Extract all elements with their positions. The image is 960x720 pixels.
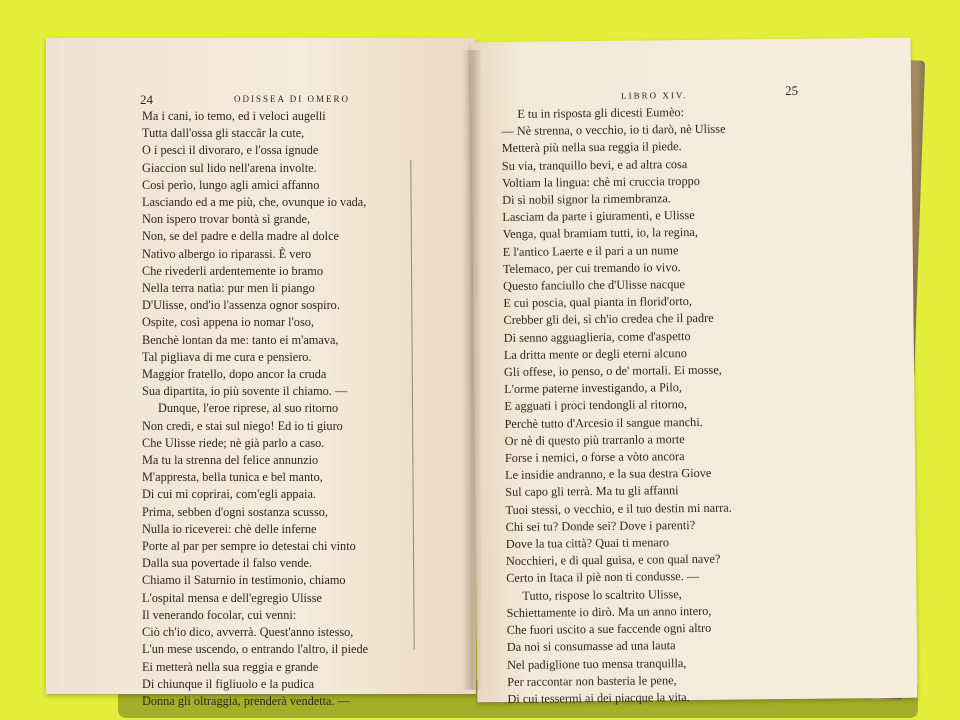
verse-line: Così perìo, lungo agli amici affanno <box>142 177 320 192</box>
right-page-number: 25 <box>784 82 799 99</box>
verse-line: Tuoi stessi, o vecchio, e il tuo destin mi narra. <box>505 500 732 517</box>
verse-line: E agguati i proci tendongli al ritorno, <box>504 397 688 414</box>
verse-line: Di cui mi coprirai, com'egli appaia. <box>142 487 316 502</box>
verse-line: Schiettamente io dirò. Ma un anno intero, <box>506 603 712 620</box>
verse-line: Chiamo il Saturnio in testimonio, chiamo <box>142 573 346 588</box>
right-running-head: LIBRO XIV. <box>621 90 688 101</box>
left-page-verse <box>142 108 368 710</box>
verse-line: Ospite, così appena io nomar l'oso, <box>142 315 314 330</box>
verse-line: Tutta dall'ossa gli staccâr la cute, <box>142 126 305 141</box>
verse-line: Sul capo gli terrà. Ma tu gli affanni <box>505 483 679 500</box>
verse-line: Ciò ch'io dico, avverrà. Quest'anno istesso, <box>142 625 354 640</box>
verse-line: Sua dipartita, io più sovente il chiamo. — <box>142 384 348 399</box>
left-running-head: ODISSEA DI OMERO <box>234 94 351 104</box>
verse-line: Che rivederli ardentemente io bramo <box>142 263 323 278</box>
verse-line: Le insidie andranno, e la sua destra Giove <box>505 466 712 483</box>
verse-line: L'un mese uscendo, o entrando l'altro, il piede <box>142 642 369 657</box>
verse-line: Da noi si consumasse ad una lauta <box>506 638 676 655</box>
verse-line: Metterà più nella sua reggia il piede. <box>501 139 682 156</box>
verse-line: Ei metterà nella sua reggia e grande <box>142 659 319 674</box>
verse-line: Che fuori uscito a sue faccende ogni altro <box>506 620 712 638</box>
verse-line: Di chiunque il figliuolo e la pudica <box>142 676 315 691</box>
verse-line: — Nè strenna, o vecchio, io ti darò, nè Ulisse <box>501 121 726 139</box>
verse-line: Il venerando focolar, cui venni: <box>142 607 297 622</box>
verse-line: Natìvo albergo io riparassi. È vero <box>142 246 312 261</box>
verse-line: E tu in risposta gli dicesti Eumèo: <box>517 105 685 121</box>
left-page-number: 24 <box>140 92 153 107</box>
verse-line: Gli offese, io penso, o de' mortali. Ei mosse, <box>503 362 722 380</box>
verse-line: Benchè lontan da me: tanto ei m'amava, <box>142 332 339 347</box>
verse-line: Perchè tutto d'Arcesio il sangue manchi. <box>504 414 703 431</box>
verse-line: Chi sei tu? Donde sei? Dove i parenti? <box>505 517 696 534</box>
verse-line: Dalla sua povertade il falso vende. <box>142 556 313 571</box>
verse-line: L'orme paterne investigando, a Pilo, <box>504 380 683 397</box>
verse-line: Giaccion sul lido nell'arena involte. <box>142 160 317 175</box>
verse-line: Porte al par per sempre io detestai chi vinto <box>142 539 356 554</box>
verse-line: Lasciam da parte i giuramenti, e Ulisse <box>502 208 695 225</box>
verse-line: O i pesci il divoraro, e l'ossa ignude <box>142 143 319 158</box>
verse-line: Per raccontar non basteria le pene, <box>507 672 677 689</box>
verse-line: L'ospital mensa e dell'egregio Ulisse <box>142 590 322 605</box>
verse-line: Questo fanciullo che d'Ulisse nacque <box>503 277 686 294</box>
verse-line: E l'antico Laerte e il pari a un nume <box>502 242 679 259</box>
verse-line: La dritta mente or degli eterni alcuno <box>503 345 687 362</box>
verse-line: Non credi, e stai sul niego! Ed io ti giuro <box>142 418 343 433</box>
verse-line: Maggior fratello, dopo ancor la cruda <box>142 367 327 382</box>
verse-line: M'appresta, bella tunica e bel manto, <box>142 470 323 485</box>
verse-line: D'Ulisse, ond'io l'assenza ognor sospiro. <box>142 298 340 313</box>
verse-line: Nocchieri, e di qual guisa, e con qual nave? <box>505 552 721 569</box>
verse-line: Nella terra natìa: pur men li piango <box>142 281 315 296</box>
verse-line: Dove la tua città? Quai ti menaro <box>505 535 670 552</box>
verse-line: Tutto, rispose lo scaltrito Ulisse, <box>522 586 682 603</box>
verse-line: Voltiam la lingua: chè mi cruccia troppo <box>501 173 700 190</box>
verse-line: Di cui tessermi ai dei piacque la vita. <box>507 689 690 706</box>
verse-line: Tal pigliava di me cura e pensiero. <box>142 349 312 364</box>
verse-line: Nel padiglione tuo mensa tranquilla, <box>507 655 687 672</box>
verse-line: E cui poscia, qual pianta in florid'orto, <box>503 294 693 311</box>
verse-line: Or nè di questo più trarranlo a morte <box>504 431 685 448</box>
verse-line: Donna gli oltraggia, prenderà vendetta. — <box>142 693 350 708</box>
verse-line: Lasciando ed a me più, che, ovunque io vada, <box>142 195 367 210</box>
verse-line: Di senno agguaglieria, come d'aspetto <box>503 328 691 345</box>
verse-line: Crebber gli dei, sì ch'io credea che il padre <box>503 311 714 328</box>
verse-line: Non, se del padre e della madre al dolce <box>142 229 340 244</box>
right-page <box>471 38 918 706</box>
verse-line: Non ispero trovar bontà sì grande, <box>142 212 311 227</box>
verse-line: Venga, qual bramiam tutti, io, la regina, <box>502 225 698 242</box>
right-page-verse <box>501 104 734 708</box>
verse-line: Su via, tranquillo bevi, e ad altra cosa <box>501 156 688 173</box>
verse-line: Ma tu la strenna del felice annunzio <box>142 453 319 468</box>
verse-line: Nulla io riceverei: chè delle inferne <box>142 521 317 536</box>
verse-line: Ma i cani, io temo, ed i veloci augelli <box>142 109 326 123</box>
verse-line: Prima, sebben d'ogni sostanza scusso, <box>142 504 328 519</box>
verse-line: Certo in Itaca il piè non ti condusse. — <box>506 569 700 586</box>
verse-line: Di sì nobil signor la rimembranza. <box>502 191 671 208</box>
verse-line: Telemaco, per cui tremando io vivo. <box>502 259 681 276</box>
verse-line: Forse i nemici, o forse a vòto ancora <box>504 449 685 466</box>
verse-line: Dunque, l'eroe riprese, al suo ritorno <box>158 401 339 416</box>
book-gutter <box>462 50 482 690</box>
verse-line: Che Ulisse riede; nè già parlo a caso. <box>142 435 325 450</box>
